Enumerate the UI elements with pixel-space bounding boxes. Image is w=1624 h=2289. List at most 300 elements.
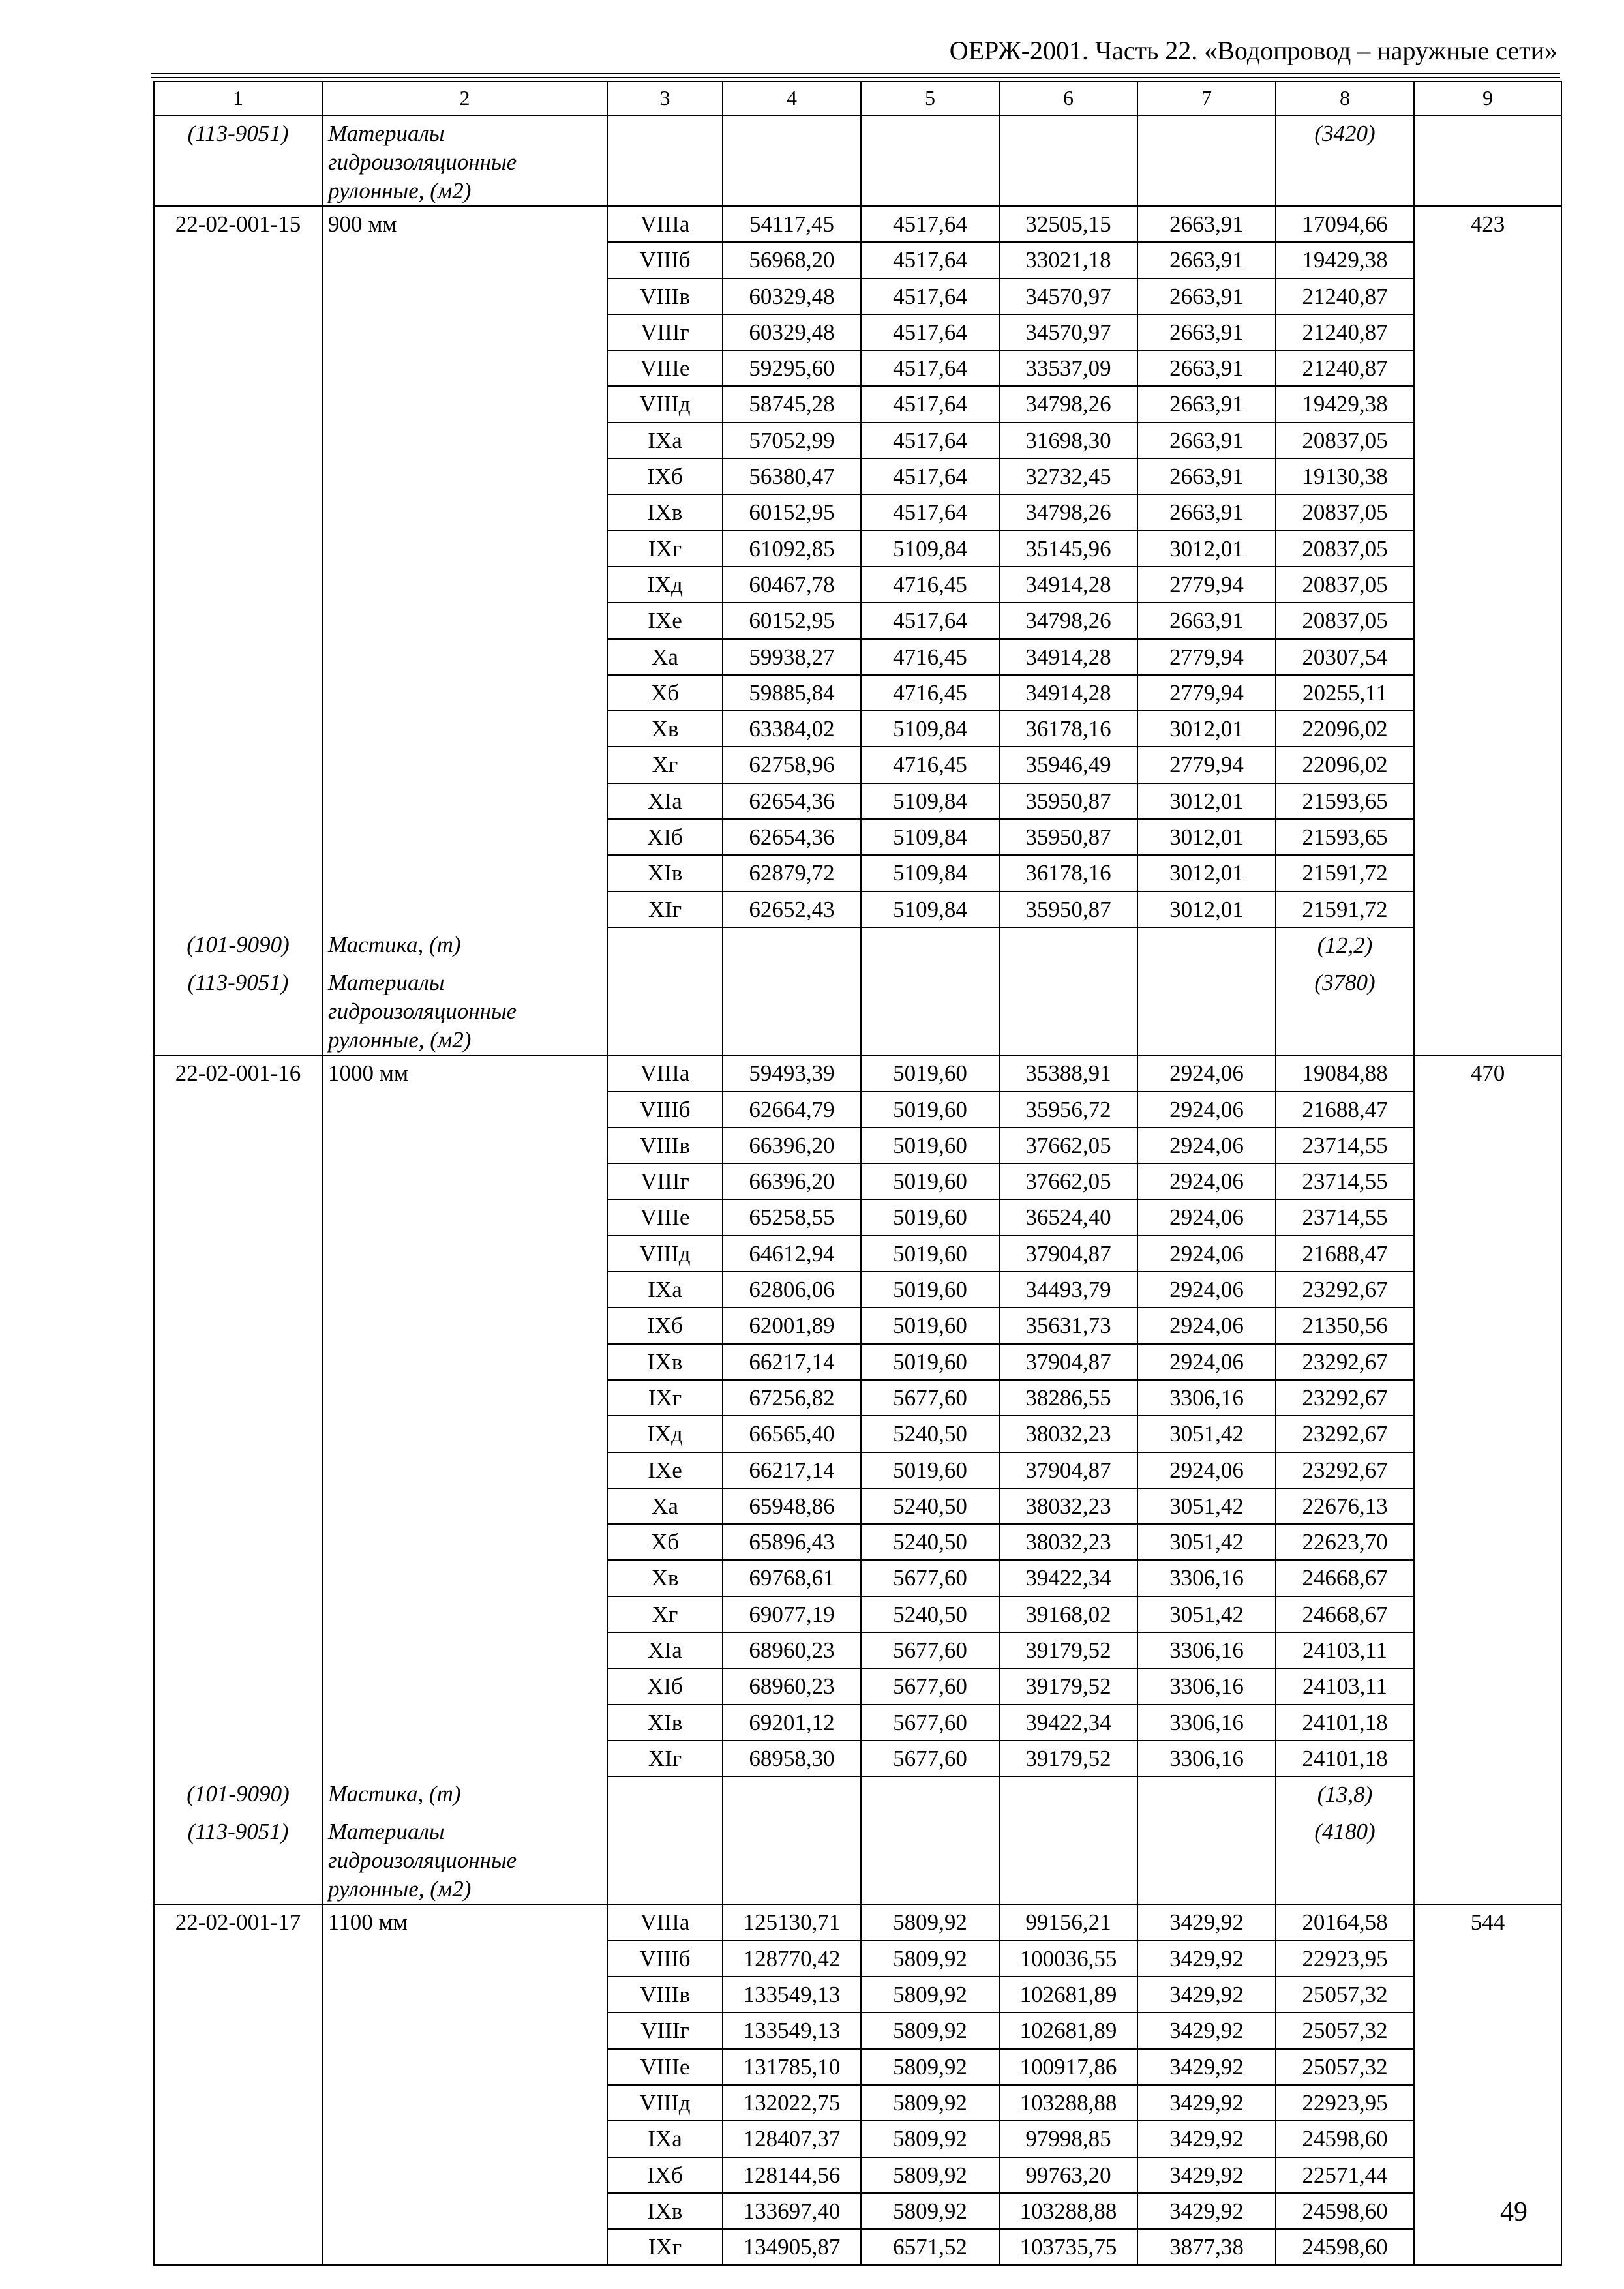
- zone-code: Xв: [607, 1560, 723, 1596]
- zone-code: IXг: [607, 1380, 723, 1416]
- item-description: [322, 855, 607, 891]
- material-cost: 25057,32: [1276, 2012, 1414, 2048]
- material-name: Материалы гидроизоляционные рулонные, (м2): [322, 965, 607, 1055]
- machinist-wage: 2924,06: [1137, 1452, 1276, 1488]
- zone-code: XIб: [607, 819, 723, 855]
- machine-cost: 39179,52: [999, 1741, 1137, 1776]
- wage-cost: 4517,64: [861, 603, 999, 638]
- zone-code: VIIIв: [607, 1128, 723, 1163]
- labor-cost: [1414, 1416, 1561, 1452]
- machine-cost: 33021,18: [999, 242, 1137, 278]
- machinist-wage: 2663,91: [1137, 386, 1276, 422]
- material-cost: 17094,66: [1276, 206, 1414, 242]
- empty-cell: [1414, 1776, 1561, 1814]
- machinist-wage: 2924,06: [1137, 1236, 1276, 1272]
- total-cost: 59938,27: [723, 639, 861, 675]
- total-cost: 59295,60: [723, 350, 861, 386]
- wage-cost: 4517,64: [861, 494, 999, 530]
- table-row: [154, 1092, 1561, 1128]
- material-cost: 20164,58: [1276, 1904, 1414, 1940]
- material-cost: 23714,55: [1276, 1163, 1414, 1199]
- machine-cost: 37662,05: [999, 1163, 1137, 1199]
- item-description: [322, 747, 607, 783]
- zone-code: Xб: [607, 1524, 723, 1560]
- material-cost: 22571,44: [1276, 2157, 1414, 2193]
- material-name: Мастика, (т): [322, 1776, 607, 1814]
- item-code: [154, 1272, 322, 1308]
- machinist-wage: 3051,42: [1137, 1416, 1276, 1452]
- labor-cost: [1414, 1092, 1561, 1128]
- item-code: [154, 639, 322, 675]
- machinist-wage: 2663,91: [1137, 603, 1276, 638]
- zone-code: VIIIб: [607, 1092, 723, 1128]
- material-cost: 22096,02: [1276, 711, 1414, 747]
- labor-cost: [1414, 2157, 1561, 2193]
- item-description: [322, 1163, 607, 1199]
- material-quantity: (4180): [1276, 1814, 1414, 1904]
- material-cost: 21240,87: [1276, 314, 1414, 350]
- material-quantity: (3420): [1276, 115, 1414, 206]
- machine-cost: 99763,20: [999, 2157, 1137, 2193]
- material-row: [154, 1776, 1561, 1814]
- item-code: [154, 423, 322, 458]
- table-row: [154, 747, 1561, 783]
- empty-cell: [723, 1814, 861, 1904]
- item-code: [154, 1344, 322, 1380]
- zone-code: XIв: [607, 855, 723, 891]
- item-description: [322, 423, 607, 458]
- material-cost: 21591,72: [1276, 855, 1414, 891]
- item-code: [154, 747, 322, 783]
- labor-cost: [1414, 386, 1561, 422]
- machine-cost: 34914,28: [999, 567, 1137, 603]
- machine-cost: 34798,26: [999, 494, 1137, 530]
- machine-cost: 34914,28: [999, 675, 1137, 711]
- machine-cost: 34570,97: [999, 314, 1137, 350]
- item-code: [154, 314, 322, 350]
- machine-cost: 35631,73: [999, 1308, 1137, 1343]
- table-row: [154, 1452, 1561, 1488]
- item-description: [322, 1092, 607, 1128]
- labor-cost: [1414, 2193, 1561, 2229]
- empty-cell: [607, 927, 723, 965]
- labor-cost: 470: [1414, 1055, 1561, 1091]
- labor-cost: [1414, 1128, 1561, 1163]
- item-description: [322, 675, 607, 711]
- item-code: [154, 1092, 322, 1128]
- machine-cost: 37904,87: [999, 1452, 1137, 1488]
- table-row: [154, 1128, 1561, 1163]
- labor-cost: [1414, 711, 1561, 747]
- item-code: [154, 2157, 322, 2193]
- material-name: Материалы гидроизоляционные рулонные, (м2): [322, 115, 607, 206]
- empty-cell: [861, 927, 999, 965]
- empty-cell: [1137, 115, 1276, 206]
- machinist-wage: 3012,01: [1137, 531, 1276, 567]
- labor-cost: [1414, 1668, 1561, 1704]
- empty-cell: [861, 115, 999, 206]
- machine-cost: 31698,30: [999, 423, 1137, 458]
- table-row: [154, 531, 1561, 567]
- machine-cost: 35950,87: [999, 783, 1137, 819]
- machine-cost: 35950,87: [999, 891, 1137, 927]
- machine-cost: 32505,15: [999, 206, 1137, 242]
- column-number-row: [154, 82, 1561, 115]
- table-row: [154, 2085, 1561, 2121]
- material-cost: 20837,05: [1276, 567, 1414, 603]
- machinist-wage: 3429,92: [1137, 2049, 1276, 2085]
- total-cost: 62652,43: [723, 891, 861, 927]
- machine-cost: 35946,49: [999, 747, 1137, 783]
- material-cost: 21240,87: [1276, 350, 1414, 386]
- item-code: 22-02-001-16: [154, 1055, 322, 1091]
- machine-cost: 37904,87: [999, 1236, 1137, 1272]
- zone-code: VIIIд: [607, 2085, 723, 2121]
- total-cost: 62654,36: [723, 819, 861, 855]
- total-cost: 128770,42: [723, 1941, 861, 1977]
- wage-cost: 5109,84: [861, 711, 999, 747]
- item-code: [154, 1488, 322, 1524]
- wage-cost: 4716,45: [861, 675, 999, 711]
- empty-cell: [723, 927, 861, 965]
- total-cost: 62664,79: [723, 1092, 861, 1128]
- wage-cost: 5809,92: [861, 2193, 999, 2229]
- empty-cell: [861, 965, 999, 1055]
- machinist-wage: 3306,16: [1137, 1668, 1276, 1704]
- machinist-wage: 3429,92: [1137, 2157, 1276, 2193]
- column-number: 5: [861, 82, 999, 115]
- labor-cost: [1414, 1308, 1561, 1343]
- machinist-wage: 2663,91: [1137, 314, 1276, 350]
- labor-cost: [1414, 891, 1561, 927]
- empty-cell: [999, 927, 1137, 965]
- column-number: 6: [999, 82, 1137, 115]
- total-cost: 59885,84: [723, 675, 861, 711]
- labor-cost: [1414, 458, 1561, 494]
- labor-cost: [1414, 855, 1561, 891]
- table-row: [154, 567, 1561, 603]
- table-row: [154, 1163, 1561, 1199]
- machine-cost: 38032,23: [999, 1488, 1137, 1524]
- table-row: [154, 2157, 1561, 2193]
- wage-cost: 4517,64: [861, 314, 999, 350]
- empty-cell: [723, 965, 861, 1055]
- item-description: [322, 1741, 607, 1776]
- wage-cost: 5019,60: [861, 1344, 999, 1380]
- item-code: [154, 386, 322, 422]
- table-row: [154, 242, 1561, 278]
- machine-cost: 103735,75: [999, 2229, 1137, 2265]
- table-row: [154, 1904, 1561, 1940]
- machinist-wage: 3429,92: [1137, 2121, 1276, 2157]
- zone-code: VIIIб: [607, 1941, 723, 1977]
- item-description: [322, 2229, 607, 2265]
- item-description: [322, 1272, 607, 1308]
- item-code: [154, 1741, 322, 1776]
- table-row: [154, 1272, 1561, 1308]
- page-header-title: ОЕРЖ-2001. Часть 22. «Водопровод – наружные сети»: [949, 36, 1557, 65]
- machine-cost: 39179,52: [999, 1668, 1137, 1704]
- item-description: [322, 1596, 607, 1632]
- material-cost: 21591,72: [1276, 891, 1414, 927]
- item-description: [322, 711, 607, 747]
- column-number: 8: [1276, 82, 1414, 115]
- machine-cost: 35956,72: [999, 1092, 1137, 1128]
- zone-code: Xв: [607, 711, 723, 747]
- empty-cell: [723, 115, 861, 206]
- item-code: [154, 783, 322, 819]
- total-cost: 66396,20: [723, 1163, 861, 1199]
- wage-cost: 5019,60: [861, 1452, 999, 1488]
- material-cost: 22923,95: [1276, 1941, 1414, 1977]
- zone-code: VIIIв: [607, 278, 723, 314]
- item-code: [154, 2229, 322, 2265]
- machinist-wage: 3429,92: [1137, 2012, 1276, 2048]
- material-cost: 23714,55: [1276, 1128, 1414, 1163]
- table-row: [154, 1416, 1561, 1452]
- item-description: [322, 314, 607, 350]
- labor-cost: [1414, 1199, 1561, 1235]
- item-description: [322, 1452, 607, 1488]
- header-rule: [151, 73, 1560, 74]
- zone-code: VIIIа: [607, 1904, 723, 1940]
- item-description: [322, 531, 607, 567]
- total-cost: 69201,12: [723, 1705, 861, 1741]
- empty-cell: [607, 115, 723, 206]
- item-code: [154, 2085, 322, 2121]
- table-row: [154, 1977, 1561, 2012]
- machinist-wage: 3429,92: [1137, 2085, 1276, 2121]
- item-description: [322, 458, 607, 494]
- item-description: [322, 2085, 607, 2121]
- column-number: 9: [1414, 82, 1561, 115]
- zone-code: Xг: [607, 1596, 723, 1632]
- table-row: [154, 1560, 1561, 1596]
- empty-cell: [1414, 965, 1561, 1055]
- item-description: [322, 1524, 607, 1560]
- wage-cost: 5019,60: [861, 1236, 999, 1272]
- item-description: [322, 1308, 607, 1343]
- item-description: 1000 мм: [322, 1055, 607, 1091]
- material-cost: 20837,05: [1276, 531, 1414, 567]
- table-row: [154, 206, 1561, 242]
- item-code: [154, 2193, 322, 2229]
- zone-code: IXа: [607, 423, 723, 458]
- total-cost: 65896,43: [723, 1524, 861, 1560]
- machine-cost: 35388,91: [999, 1055, 1137, 1091]
- wage-cost: 5019,60: [861, 1308, 999, 1343]
- zone-code: XIв: [607, 1705, 723, 1741]
- zone-code: IXд: [607, 1416, 723, 1452]
- wage-cost: 5677,60: [861, 1741, 999, 1776]
- zone-code: XIг: [607, 891, 723, 927]
- empty-cell: [607, 1776, 723, 1814]
- material-cost: 21593,65: [1276, 783, 1414, 819]
- material-cost: 22923,95: [1276, 2085, 1414, 2121]
- machine-cost: 38032,23: [999, 1524, 1137, 1560]
- wage-cost: 5240,50: [861, 1488, 999, 1524]
- zone-code: VIIIд: [607, 386, 723, 422]
- wage-cost: 5809,92: [861, 1941, 999, 1977]
- labor-cost: [1414, 1596, 1561, 1632]
- item-code: [154, 603, 322, 638]
- empty-cell: [999, 965, 1137, 1055]
- labor-cost: [1414, 1272, 1561, 1308]
- wage-cost: 4517,64: [861, 278, 999, 314]
- item-code: [154, 1596, 322, 1632]
- machinist-wage: 3429,92: [1137, 1941, 1276, 1977]
- total-cost: 69768,61: [723, 1560, 861, 1596]
- price-table-body: [154, 82, 1561, 2265]
- table-row: [154, 423, 1561, 458]
- wage-cost: 4716,45: [861, 639, 999, 675]
- table-row: [154, 891, 1561, 927]
- item-code: [154, 531, 322, 567]
- item-code: [154, 1560, 322, 1596]
- machine-cost: 38032,23: [999, 1416, 1137, 1452]
- material-cost: 25057,32: [1276, 1977, 1414, 2012]
- labor-cost: [1414, 2012, 1561, 2048]
- wage-cost: 5809,92: [861, 1977, 999, 2012]
- empty-cell: [1414, 927, 1561, 965]
- labor-cost: [1414, 783, 1561, 819]
- item-code: [154, 350, 322, 386]
- item-description: [322, 2157, 607, 2193]
- total-cost: 65948,86: [723, 1488, 861, 1524]
- material-cost: 21240,87: [1276, 278, 1414, 314]
- zone-code: IXа: [607, 2121, 723, 2157]
- wage-cost: 5240,50: [861, 1524, 999, 1560]
- machine-cost: 34798,26: [999, 603, 1137, 638]
- labor-cost: [1414, 1560, 1561, 1596]
- item-description: [322, 278, 607, 314]
- item-code: 22-02-001-15: [154, 206, 322, 242]
- zone-code: VIIIд: [607, 1236, 723, 1272]
- labor-cost: [1414, 1941, 1561, 1977]
- labor-cost: [1414, 2229, 1561, 2265]
- item-code: [154, 278, 322, 314]
- machinist-wage: 2924,06: [1137, 1308, 1276, 1343]
- material-code: (101-9090): [154, 927, 322, 965]
- table-row: [154, 639, 1561, 675]
- zone-code: IXв: [607, 1344, 723, 1380]
- machinist-wage: 2779,94: [1137, 675, 1276, 711]
- labor-cost: [1414, 1632, 1561, 1668]
- table-row: [154, 1488, 1561, 1524]
- total-cost: 69077,19: [723, 1596, 861, 1632]
- item-description: [322, 1344, 607, 1380]
- labor-cost: [1414, 494, 1561, 530]
- page-number: 49: [1500, 2197, 1527, 2227]
- machinist-wage: 2779,94: [1137, 567, 1276, 603]
- machinist-wage: 2924,06: [1137, 1199, 1276, 1235]
- zone-code: VIIIг: [607, 1163, 723, 1199]
- material-cost: 22096,02: [1276, 747, 1414, 783]
- total-cost: 60329,48: [723, 314, 861, 350]
- machinist-wage: 3306,16: [1137, 1560, 1276, 1596]
- zone-code: XIб: [607, 1668, 723, 1704]
- material-quantity: (12,2): [1276, 927, 1414, 965]
- material-code: (101-9090): [154, 1776, 322, 1814]
- labor-cost: [1414, 423, 1561, 458]
- item-description: [322, 1560, 607, 1596]
- item-code: [154, 711, 322, 747]
- zone-code: IXв: [607, 2193, 723, 2229]
- header-rule-double: [151, 77, 1560, 78]
- machine-cost: 37904,87: [999, 1344, 1137, 1380]
- table-row: [154, 2121, 1561, 2157]
- material-cost: 24598,60: [1276, 2193, 1414, 2229]
- column-number: 7: [1137, 82, 1276, 115]
- zone-code: VIIIе: [607, 1199, 723, 1235]
- machinist-wage: 2663,91: [1137, 278, 1276, 314]
- machinist-wage: 2924,06: [1137, 1055, 1276, 1091]
- item-description: [322, 1668, 607, 1704]
- table-row: [154, 1380, 1561, 1416]
- machine-cost: 34493,79: [999, 1272, 1137, 1308]
- zone-code: IXе: [607, 603, 723, 638]
- machine-cost: 39422,34: [999, 1705, 1137, 1741]
- labor-cost: [1414, 639, 1561, 675]
- total-cost: 60152,95: [723, 494, 861, 530]
- material-quantity: (3780): [1276, 965, 1414, 1055]
- total-cost: 60467,78: [723, 567, 861, 603]
- item-code: [154, 1977, 322, 2012]
- machine-cost: 100036,55: [999, 1941, 1137, 1977]
- zone-code: Xа: [607, 1488, 723, 1524]
- total-cost: 63384,02: [723, 711, 861, 747]
- table-row: [154, 675, 1561, 711]
- machinist-wage: 3306,16: [1137, 1741, 1276, 1776]
- zone-code: IXа: [607, 1272, 723, 1308]
- labor-cost: [1414, 2121, 1561, 2157]
- zone-code: VIIIв: [607, 1977, 723, 2012]
- material-cost: 19084,88: [1276, 1055, 1414, 1091]
- material-cost: 23292,67: [1276, 1452, 1414, 1488]
- empty-cell: [1137, 965, 1276, 1055]
- item-description: [322, 783, 607, 819]
- empty-cell: [607, 965, 723, 1055]
- wage-cost: 5019,60: [861, 1128, 999, 1163]
- zone-code: Xг: [607, 747, 723, 783]
- empty-cell: [607, 1814, 723, 1904]
- machine-cost: 35950,87: [999, 819, 1137, 855]
- material-cost: 20307,54: [1276, 639, 1414, 675]
- material-cost: 20255,11: [1276, 675, 1414, 711]
- total-cost: 67256,82: [723, 1380, 861, 1416]
- machine-cost: 38286,55: [999, 1380, 1137, 1416]
- labor-cost: [1414, 819, 1561, 855]
- item-code: [154, 1236, 322, 1272]
- machine-cost: 34914,28: [999, 639, 1137, 675]
- item-code: [154, 891, 322, 927]
- material-cost: 21688,47: [1276, 1236, 1414, 1272]
- item-description: [322, 819, 607, 855]
- item-code: [154, 1668, 322, 1704]
- total-cost: 54117,45: [723, 206, 861, 242]
- labor-cost: [1414, 1344, 1561, 1380]
- wage-cost: 6571,52: [861, 2229, 999, 2265]
- total-cost: 64612,94: [723, 1236, 861, 1272]
- item-description: [322, 1128, 607, 1163]
- total-cost: 132022,75: [723, 2085, 861, 2121]
- wage-cost: 5109,84: [861, 891, 999, 927]
- labor-cost: [1414, 2085, 1561, 2121]
- total-cost: 62758,96: [723, 747, 861, 783]
- machine-cost: 99156,21: [999, 1904, 1137, 1940]
- item-description: [322, 386, 607, 422]
- wage-cost: 4716,45: [861, 567, 999, 603]
